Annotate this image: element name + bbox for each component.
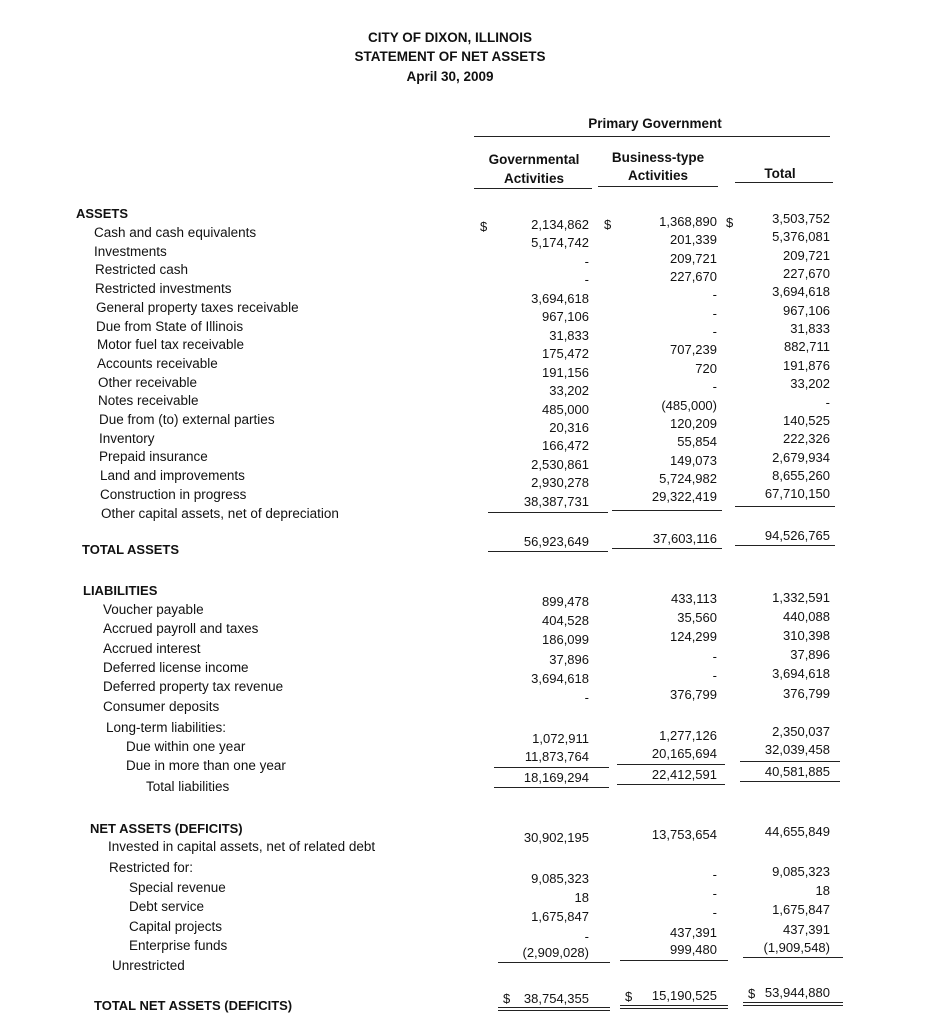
primary-government-header: Primary Government	[588, 116, 722, 131]
line-item-gov-value: 2,530,861	[531, 456, 589, 472]
line-item-label: General property taxes receivable	[96, 299, 299, 315]
line-item-bus-value: 437,391	[670, 924, 717, 940]
line-item-gov-value: 5,174,742	[531, 235, 589, 251]
invested-label: Invested in capital assets, net of related debt	[108, 839, 376, 854]
col-bus-header-1: Business-type	[611, 150, 705, 165]
due-more-bus: 20,165,694	[651, 746, 717, 761]
due-within-label: Due within one year	[126, 739, 246, 754]
net-total-rule	[498, 1010, 610, 1011]
line-item-bus-value: 201,339	[670, 232, 717, 248]
line-item-bus-value: -	[712, 648, 717, 664]
line-item-gov-value: -	[584, 253, 589, 269]
currency-sign: $	[480, 219, 488, 234]
line-item-label: Prepaid insurance	[99, 449, 208, 465]
primary-government-rule	[474, 136, 830, 137]
line-item-bus-value: 720	[695, 360, 717, 376]
net-total-rule	[743, 1005, 843, 1006]
line-item-label: Debt service	[129, 899, 205, 915]
line-item-label: Other receivable	[98, 374, 198, 390]
line-item-gov-value: 3,694,618	[531, 670, 589, 686]
invested-bus: 13,753,654	[651, 827, 717, 842]
invested-gov: 30,902,195	[523, 830, 589, 845]
total-net-assets-label: TOTAL NET ASSETS (DEFICITS)	[94, 998, 293, 1013]
line-item-total-value: 222,326	[783, 431, 830, 447]
liab-subtotal-rule	[494, 767, 609, 768]
line-item-gov-value: 9,085,323	[531, 871, 589, 886]
col-total-header: Total	[764, 166, 796, 181]
col-bus-header-rule	[598, 186, 718, 187]
line-item-total-value: 140,525	[783, 412, 830, 428]
line-item-total-value: 310,398	[783, 628, 830, 644]
line-item-gov-value: 1,675,847	[531, 909, 589, 925]
due-within-total: 2,350,037	[772, 724, 830, 739]
line-item-label: Inventory	[99, 430, 155, 446]
line-item-label: Restricted cash	[95, 262, 189, 278]
line-item-label: Construction in progress	[100, 486, 247, 502]
line-item-bus-value: -	[712, 305, 717, 321]
line-item-label: Accrued interest	[103, 640, 201, 656]
line-item-label: Motor fuel tax receivable	[97, 337, 245, 353]
line-item-total-value: 376,799	[783, 685, 830, 701]
line-item-total-value: 9,085,323	[772, 864, 830, 879]
total-liabilities-bus: 22,412,591	[651, 767, 717, 782]
line-item-gov-value: 899,478	[542, 594, 589, 609]
line-item-total-value: 3,694,618	[772, 666, 830, 682]
col-gov-header-rule	[474, 188, 592, 189]
assets-subtotal-rule	[735, 506, 835, 507]
currency-sign: $	[625, 989, 633, 1004]
assets-heading: ASSETS	[76, 206, 129, 221]
currency-sign: $	[726, 215, 734, 230]
unrestricted-bus: 999,480	[670, 942, 717, 957]
line-item-gov-value: 20,316	[549, 419, 589, 435]
line-item-total-value: 67,710,150	[764, 486, 830, 502]
liab-total-rule	[740, 781, 840, 782]
line-item-label: Investments	[94, 243, 167, 259]
line-item-gov-value: 31,833	[549, 327, 589, 343]
line-item-gov-value: 191,156	[542, 364, 589, 380]
total-assets-rule	[612, 548, 722, 549]
total-liabilities-label: Total liabilities	[146, 779, 230, 794]
col-total-header-rule	[735, 182, 833, 183]
line-item-gov-value: 186,099	[542, 632, 589, 648]
total-net-total: 53,944,880	[764, 985, 830, 1000]
line-item-bus-value: 376,799	[670, 687, 717, 702]
net-total-rule	[743, 1002, 843, 1003]
line-item-total-value: 3,503,752	[772, 211, 830, 226]
unrestricted-label: Unrestricted	[112, 958, 185, 973]
line-item-total-value: 37,896	[790, 647, 830, 663]
line-item-gov-value: 18	[574, 890, 589, 906]
line-item-gov-value: 166,472	[542, 438, 589, 454]
col-bus-header-2: Activities	[627, 168, 689, 183]
line-item-bus-value: (485,000)	[661, 397, 717, 413]
line-item-bus-value: -	[712, 287, 717, 303]
line-item-gov-value: 967,106	[542, 309, 589, 325]
invested-total: 44,655,849	[764, 824, 830, 839]
line-item-label: Other capital assets, net of depreciation	[101, 505, 339, 521]
line-item-label: Land and improvements	[100, 468, 245, 484]
restricted-for-label: Restricted for:	[109, 860, 194, 875]
line-item-bus-value: -	[712, 379, 717, 395]
total-assets-total: 94,526,765	[764, 528, 830, 543]
line-item-bus-value: 1,368,890	[659, 214, 717, 229]
line-item-bus-value: -	[712, 324, 717, 340]
liab-subtotal-rule	[740, 761, 840, 762]
report-title-city: CITY OF DIXON, ILLINOIS	[367, 30, 532, 45]
total-assets-rule	[735, 545, 835, 546]
net-total-rule	[498, 1007, 610, 1008]
line-item-total-value: 18	[815, 883, 830, 899]
line-item-total-value: 31,833	[790, 321, 830, 337]
assets-subtotal-rule	[488, 512, 608, 513]
liab-subtotal-rule	[617, 764, 725, 765]
line-item-bus-value: 35,560	[677, 610, 717, 626]
total-assets-bus: 37,603,116	[652, 531, 717, 546]
net-total-rule	[620, 1008, 728, 1009]
line-item-bus-value: -	[712, 886, 717, 902]
line-item-label: Capital projects	[129, 918, 223, 934]
currency-sign: $	[503, 991, 511, 1006]
line-item-label: Notes receivable	[98, 393, 199, 409]
line-item-gov-value: 2,134,862	[531, 217, 589, 232]
line-item-total-value: 967,106	[783, 302, 830, 318]
line-item-gov-value: 33,202	[549, 383, 589, 399]
line-item-gov-value: -	[584, 272, 589, 288]
line-item-total-value: 440,088	[783, 609, 830, 625]
line-item-total-value: 2,679,934	[772, 449, 830, 465]
line-item-total-value: 1,675,847	[772, 902, 830, 918]
line-item-total-value: -	[825, 394, 830, 410]
line-item-label: Special revenue	[129, 880, 226, 895]
unrestricted-total: (1,909,548)	[763, 940, 830, 955]
line-item-total-value: 3,694,618	[772, 284, 830, 300]
col-gov-header-1: Governmental	[488, 152, 580, 167]
line-item-label: Deferred property tax revenue	[103, 679, 284, 695]
line-item-gov-value: -	[584, 928, 589, 944]
unrestricted-gov: (2,909,028)	[522, 945, 589, 960]
line-item-label: Restricted investments	[95, 281, 232, 297]
total-net-gov: 38,754,355	[523, 991, 589, 1006]
line-item-total-value: 5,376,081	[772, 229, 830, 245]
line-item-gov-value: 404,528	[542, 613, 589, 629]
due-more-gov: 11,873,764	[524, 749, 589, 764]
liab-total-rule	[494, 787, 609, 788]
line-item-bus-value: 433,113	[670, 591, 717, 606]
report-title-statement: STATEMENT OF NET ASSETS	[354, 49, 546, 64]
line-item-label: Deferred license income	[103, 659, 249, 675]
net-subtotal-rule	[620, 960, 728, 961]
line-item-total-value: 191,876	[783, 357, 830, 373]
total-liabilities-total: 40,581,885	[764, 764, 830, 779]
line-item-total-value: 1,332,591	[772, 590, 830, 605]
currency-sign: $	[748, 986, 756, 1001]
line-item-total-value: 437,391	[783, 921, 830, 937]
line-item-label: Cash and cash equivalents	[94, 225, 257, 240]
line-item-label: Due from State of Illinois	[96, 318, 244, 334]
line-item-gov-value: 2,930,278	[531, 475, 589, 491]
total-liabilities-gov: 18,169,294	[523, 770, 589, 785]
assets-subtotal-rule	[612, 510, 722, 511]
line-item-label: Accounts receivable	[97, 355, 218, 371]
col-gov-header-2: Activities	[503, 171, 565, 186]
line-item-gov-value: 485,000	[542, 401, 589, 417]
liabilities-heading: LIABILITIES	[83, 583, 158, 598]
line-item-bus-value: 227,670	[670, 269, 717, 285]
line-item-bus-value: -	[712, 867, 717, 882]
currency-sign: $	[604, 217, 612, 232]
line-item-gov-value: 175,472	[542, 346, 589, 362]
liab-total-rule	[617, 784, 725, 785]
line-item-label: Due from (to) external parties	[99, 412, 275, 427]
total-assets-label: TOTAL ASSETS	[82, 542, 180, 557]
total-assets-rule	[488, 551, 608, 552]
line-item-gov-value: 38,387,731	[523, 493, 589, 509]
line-item-total-value: 33,202	[790, 376, 830, 392]
line-item-bus-value: 707,239	[670, 342, 717, 358]
line-item-bus-value: 124,299	[670, 629, 717, 645]
line-item-bus-value: -	[712, 905, 717, 921]
long-term-label: Long-term liabilities:	[106, 720, 227, 735]
line-item-bus-value: -	[712, 667, 717, 683]
line-item-label: Consumer deposits	[103, 698, 220, 714]
line-item-bus-value: 149,073	[670, 452, 717, 468]
line-item-label: Voucher payable	[103, 602, 204, 617]
total-assets-gov: 56,923,649	[523, 534, 589, 549]
line-item-bus-value: 29,322,419	[651, 489, 717, 505]
line-item-gov-value: -	[584, 690, 589, 705]
line-item-bus-value: 55,854	[677, 434, 717, 450]
line-item-total-value: 8,655,260	[772, 467, 830, 483]
net-total-rule	[620, 1005, 728, 1006]
line-item-total-value: 882,711	[783, 339, 830, 355]
line-item-gov-value: 37,896	[549, 651, 589, 667]
line-item-gov-value: 3,694,618	[531, 290, 589, 306]
line-item-label: Enterprise funds	[129, 937, 228, 953]
net-assets-heading: NET ASSETS (DEFICITS)	[90, 821, 243, 836]
net-subtotal-rule	[498, 962, 610, 963]
line-item-bus-value: 120,209	[670, 415, 717, 431]
due-more-total: 32,039,458	[764, 742, 830, 757]
line-item-total-value: 227,670	[783, 266, 830, 282]
line-item-bus-value: 5,724,982	[659, 470, 717, 486]
due-within-bus: 1,277,126	[659, 728, 717, 743]
report-date: April 30, 2009	[406, 69, 494, 84]
line-item-bus-value: 209,721	[670, 250, 717, 266]
due-more-label: Due in more than one year	[126, 758, 286, 773]
line-item-total-value: 209,721	[783, 247, 830, 263]
net-subtotal-rule	[743, 957, 843, 958]
line-item-label: Accrued payroll and taxes	[103, 621, 259, 637]
total-net-bus: 15,190,525	[651, 988, 717, 1003]
due-within-gov: 1,072,911	[532, 731, 589, 746]
